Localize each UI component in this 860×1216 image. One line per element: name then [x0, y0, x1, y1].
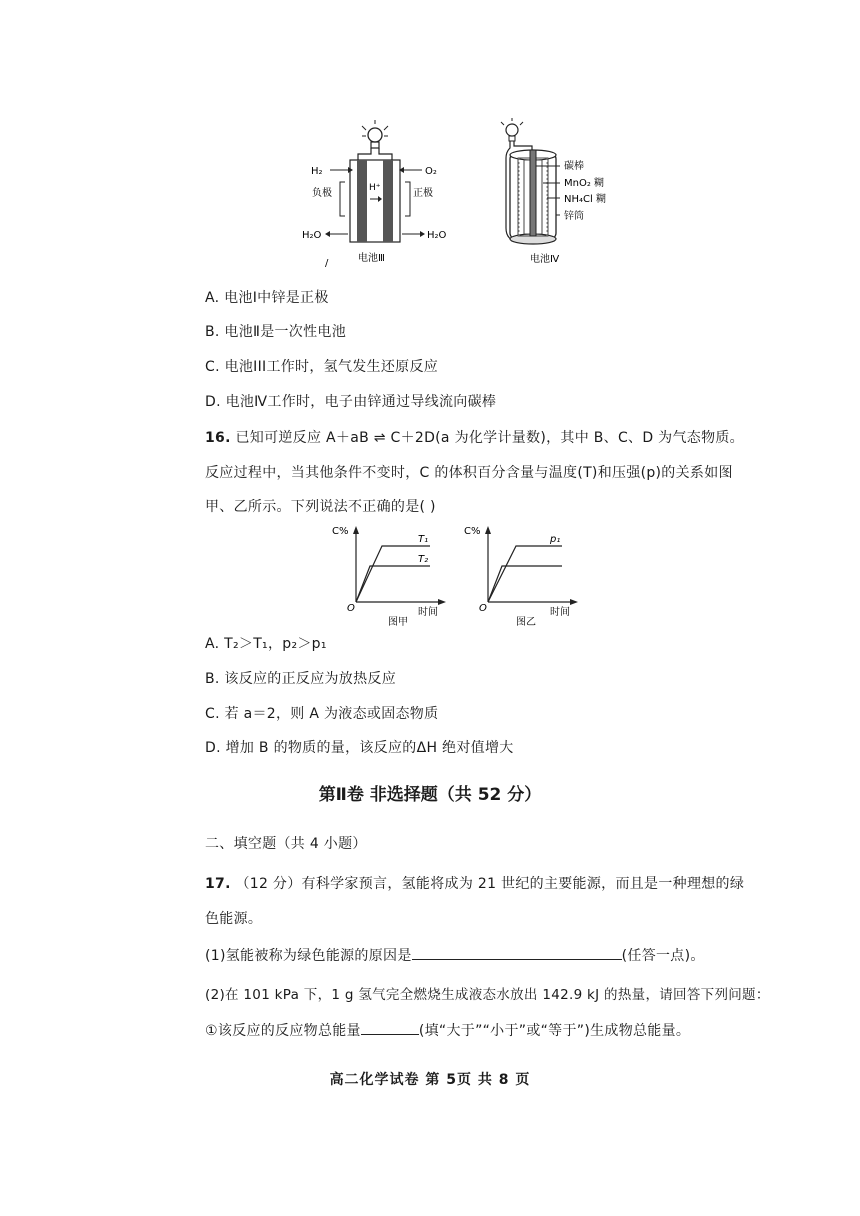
- q16-stem-text1: 已知可逆反应 A＋aB ⇌ C＋2D(a 为化学计量数)，其中 B、C、D 为气态物质。: [235, 430, 744, 446]
- label-carbon-rod: 碳棒: [564, 161, 584, 172]
- label-o2: O₂: [425, 166, 437, 177]
- label-negative: 负极: [312, 188, 332, 199]
- q15-option-c: C. 电池III工作时，氢气发生还原反应: [205, 359, 439, 375]
- q16-stem-line3: 甲、乙所示。下列说法不正确的是( ): [205, 499, 436, 515]
- subsection-heading: 二、填空题（共 4 小题）: [205, 836, 367, 852]
- q17-part2-1-prefix: ①该反应的反应物总能量: [205, 1023, 361, 1039]
- stray-mark: /: [325, 258, 329, 268]
- q16-option-a: A. T₂＞T₁，p₂＞p₁: [205, 636, 327, 652]
- label-h2o-right: H₂O: [427, 230, 447, 241]
- q16-option-d: D. 增加 B 的物质的量，该反应的ΔH 绝对值增大: [205, 740, 514, 756]
- q17-part1-prefix: (1)氢能被称为绿色能源的原因是: [205, 948, 412, 964]
- graph-jia-origin: O: [347, 603, 355, 614]
- carbon-rod: [530, 150, 536, 236]
- fuel-cell-diagram: [300, 118, 460, 268]
- q16-number: 16.: [205, 430, 231, 446]
- graph-yi-ylabel: C%: [464, 526, 481, 537]
- label-positive: 正极: [413, 188, 433, 199]
- q17-number: 17.: [205, 876, 231, 892]
- curve-p2: [488, 566, 562, 602]
- dry-cell-diagram: [488, 118, 658, 268]
- graph-jia: [330, 522, 450, 630]
- q16-option-c: C. 若 a＝2，则 A 为液态或固态物质: [205, 706, 439, 722]
- label-h2: H₂: [311, 166, 323, 177]
- label-h2o-left: H₂O: [302, 230, 322, 241]
- cathode-electrode: [383, 160, 393, 242]
- caption-cell4: 电池Ⅳ: [530, 254, 560, 265]
- label-t2: T₂: [418, 554, 429, 565]
- q16-stem-line1: [205, 427, 744, 447]
- graph-jia-xlabel: 时间: [418, 607, 438, 618]
- graph-yi: [462, 522, 582, 630]
- anode-electrode: [357, 160, 367, 242]
- q17-stem-text1: （12 分）有科学家预言，氢能将成为 21 世纪的主要能源，而且是一种理想的绿: [235, 876, 745, 892]
- graph-yi-caption: 图乙: [516, 617, 536, 628]
- bulb-icon: [362, 120, 388, 148]
- label-mno2: MnO₂ 糊: [564, 178, 605, 189]
- q16-option-b: B. 该反应的正反应为放热反应: [205, 671, 397, 687]
- page-footer: 高二化学试卷 第 5页 共 8 页: [329, 1072, 531, 1088]
- section-title: 第Ⅱ卷 非选择题（共 52 分）: [318, 785, 542, 805]
- q15-option-b: B. 电池Ⅱ是一次性电池: [205, 324, 346, 340]
- q15-option-a: A. 电池Ⅰ中锌是正极: [205, 290, 329, 306]
- q15-option-d: D. 电池Ⅳ工作时，电子由锌通过导线流向碳棒: [205, 394, 497, 410]
- q17-part2: (2)在 101 kPa 下，1 g 氢气完全燃烧生成液态水放出 142.9 kJ 的热量，请回答下列问题：: [205, 987, 770, 1003]
- label-nh4cl: NH₄Cl 糊: [564, 194, 606, 205]
- bulb-icon: [501, 118, 523, 141]
- q17-part1: [205, 945, 705, 965]
- q17-part2-1: [205, 1020, 690, 1040]
- q17-stem-line2: 色能源。: [205, 911, 263, 927]
- label-p1: p₁: [550, 534, 561, 545]
- q17-part1-answer-blank[interactable]: [412, 947, 622, 960]
- graph-jia-caption: 图甲: [388, 617, 408, 628]
- curve-t2: [356, 566, 430, 602]
- q16-stem-line2: 反应过程中，当其他条件不变时，C 的体积百分含量与温度(T)和压强(p)的关系如图: [205, 465, 733, 481]
- label-h-plus: H⁺: [369, 183, 381, 193]
- q17-part1-suffix: (任答一点)。: [621, 948, 705, 964]
- caption-cell3: 电池Ⅲ: [358, 253, 385, 264]
- label-zinc-can: 锌筒: [564, 211, 584, 222]
- q17-part2-1-answer-blank[interactable]: [361, 1022, 419, 1035]
- label-t1: T₁: [418, 534, 429, 545]
- graph-yi-xlabel: 时间: [550, 607, 570, 618]
- q17-stem-line1: [205, 873, 744, 893]
- q17-part2-1-suffix: (填“大于”“小于”或“等于”)生成物总能量。: [418, 1023, 691, 1039]
- graph-yi-origin: O: [479, 603, 487, 614]
- graph-jia-ylabel: C%: [332, 526, 349, 537]
